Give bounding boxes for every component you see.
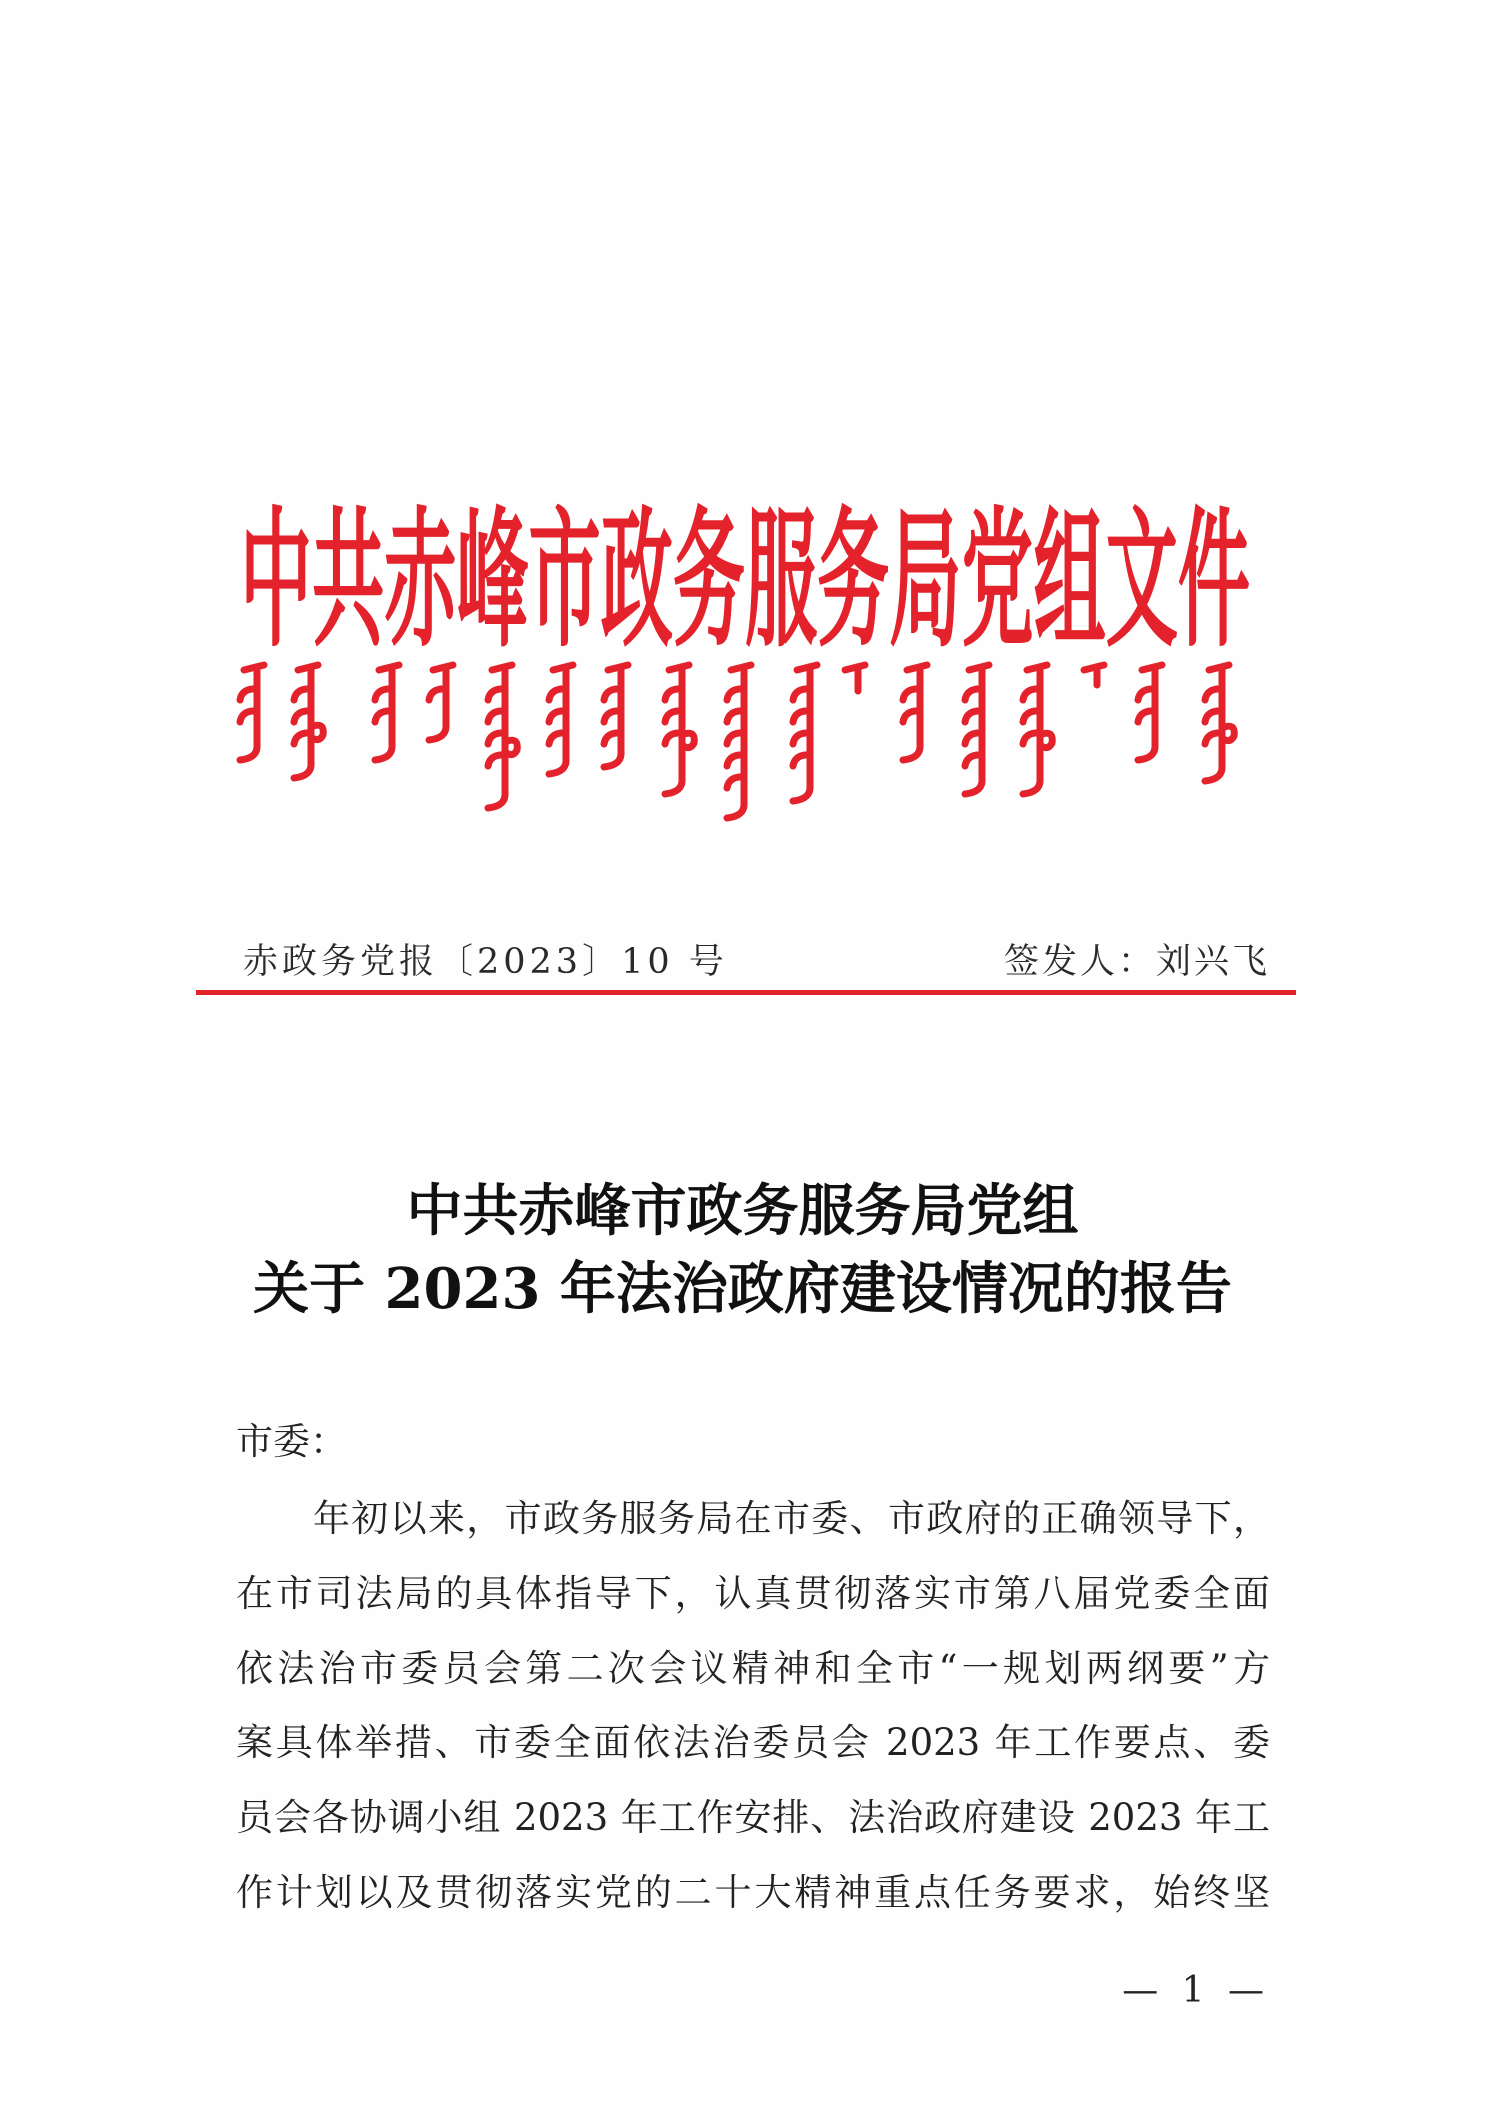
red-divider-line — [196, 990, 1296, 995]
body-line: 作计划以及贯彻落实党的二十大精神重点任务要求，始终坚 — [236, 1870, 1270, 1914]
mongolian-glyph-column — [727, 665, 751, 818]
mongolian-glyph-column — [429, 665, 453, 740]
body-line: 在市司法局的具体指导下，认真贯彻落实市第八届党委全面 — [236, 1571, 1270, 1615]
page-number: — 1 — — [1122, 1970, 1270, 2011]
mongolian-glyph-stroke — [727, 665, 751, 818]
mongolian-glyph-column — [1084, 665, 1104, 685]
masthead-title: 中共赤峰市政务服务局党组文件 — [240, 492, 1250, 660]
body-line: 依法治市委员会第二次会议精神和全市“一规划两纲要”方 — [236, 1646, 1270, 1690]
salutation: 市委： — [236, 1420, 347, 1463]
mongolian-glyph-stroke — [965, 665, 989, 794]
report-title-line: 中共赤峰市政务服务局党组 — [406, 1178, 1079, 1244]
mongolian-glyph-stroke — [294, 665, 323, 778]
signer: 签发人：刘兴飞 — [1003, 942, 1270, 982]
report-title-line: 关于 2023 年法治政府建设情况的报告 — [253, 1256, 1232, 1322]
mongolian-glyph-stroke — [1138, 665, 1162, 760]
mongolian-glyph-stroke — [1205, 665, 1234, 781]
mongolian-glyph-stroke — [793, 665, 817, 801]
mongolian-masthead — [0, 655, 1485, 825]
body-line: 年初以来，市政务服务局在市委、市政府的正确领导下， — [312, 1497, 1270, 1540]
mongolian-glyph-column — [1023, 665, 1052, 794]
masthead — [0, 490, 1485, 660]
mongolian-glyph-stroke — [1084, 665, 1104, 685]
mongolian-glyph-column — [665, 665, 694, 794]
mongolian-glyph-stroke — [903, 665, 927, 760]
mongolian-glyph-stroke — [1023, 665, 1052, 794]
body-paragraph — [236, 1482, 1270, 1931]
mongolian-glyph-stroke — [604, 665, 628, 767]
mongolian-glyph-stroke — [240, 665, 264, 760]
mongolian-glyph-column — [793, 665, 817, 801]
mongolian-glyph-column — [375, 665, 399, 760]
mongolian-glyph-column — [488, 665, 517, 808]
mongolian-glyph-column — [604, 665, 628, 767]
mongolian-glyph-column — [965, 665, 989, 794]
body-line: 案具体举措、市委全面依法治委员会 2023 年工作要点、委 — [236, 1721, 1270, 1765]
mongolian-glyph-column — [240, 665, 264, 760]
mongolian-glyph-column — [1205, 665, 1234, 781]
mongolian-glyph-column — [1138, 665, 1162, 760]
mongolian-glyph-column — [294, 665, 323, 778]
mongolian-glyph-stroke — [375, 665, 399, 760]
mongolian-glyph-column — [549, 665, 573, 774]
mongolian-glyph-stroke — [549, 665, 573, 774]
mongolian-glyph-stroke — [665, 665, 694, 794]
mongolian-glyph-column — [903, 665, 927, 760]
mongolian-glyph-stroke — [845, 665, 865, 691]
mongolian-glyph-stroke — [488, 665, 517, 808]
mongolian-glyph-column — [845, 665, 865, 691]
document-number: 赤政务党报〔2023〕10 号 — [243, 942, 728, 982]
body-line: 员会各协调小组 2023 年工作安排、法治政府建设 2023 年工 — [236, 1796, 1270, 1840]
mongolian-glyph-stroke — [429, 665, 453, 740]
